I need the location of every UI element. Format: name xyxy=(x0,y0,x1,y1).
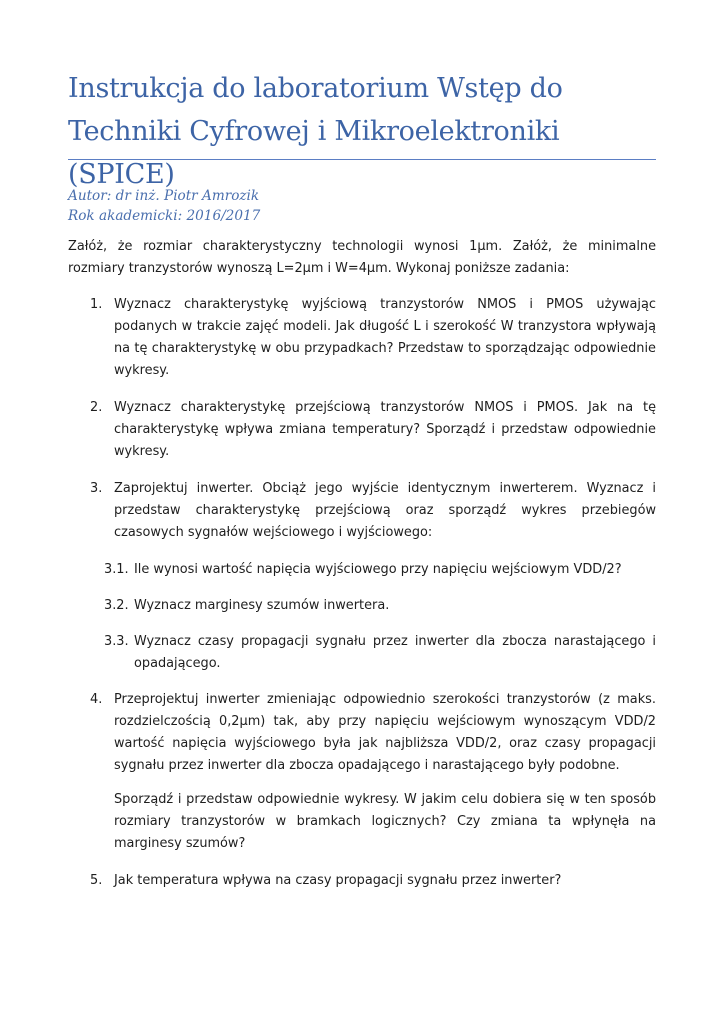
subtask-number: 3.3. xyxy=(104,634,129,649)
intro-paragraph: Załóż, że rozmiar charakterystyczny technologii wynosi 1µm. Załóż, że minimalne rozmiary tranzystorów wynoszą L=2µm i W=4µm. Wykonaj poniższe zadania: xyxy=(68,239,656,276)
task-text-continued: Sporządź i przedstaw odpowiednie wykresy. W jakim celu dobiera się w ten sposób rozmiary tranzystorów w bramkach logicznych? Czy zmiana ta wpłynęła na marginesy szumów? xyxy=(114,792,656,851)
subtask-item-3-2 xyxy=(68,595,656,617)
title-divider xyxy=(68,159,656,160)
task-text: Wyznacz charakterystykę wyjściową tranzystorów NMOS i PMOS używając podanych w trakcie zajęć modeli. Jak długość L i szerokość W tranzystora wpływają na tę charakterystykę w obu przypadkach? Przedstaw to sporządzając odpowiednie wykresy. xyxy=(114,297,656,378)
task-text: Przeprojektuj inwerter zmieniając odpowiednio szerokości tranzystorów (z maks. rozdzielczością 0,2µm) tak, aby przy napięciu wejściowym wynoszącym VDD/2 wartość napięcia wyjściowego była jak najbliższa VDD/2, oraz czasy propagacji sygnału przez inwerter dla zbocza opadającego i narastającego były podobne. xyxy=(114,692,656,773)
task-item-3 xyxy=(68,478,656,544)
task-number: 1. xyxy=(90,297,103,312)
task-text: Zaprojektuj inwerter. Obciąż jego wyjście identycznym inwerterem. Wyznacz i przedstaw charakterystykę przejściową oraz sporządź wykres przebiegów czasowych sygnałów wejściowego i wyjściowego: xyxy=(114,481,656,540)
subtask-text: Wyznacz czasy propagacji sygnału przez inwerter dla zbocza narastającego i opadającego. xyxy=(134,634,656,671)
task-number: 5. xyxy=(90,873,103,888)
task-item-2 xyxy=(68,397,656,463)
task-text: Wyznacz charakterystykę przejściową tranzystorów NMOS i PMOS. Jak na tę charakterystykę wpływa zmiana temperatury? Sporządź i przedstaw odpowiednie wykresy. xyxy=(114,400,656,459)
subtask-item-3-3 xyxy=(68,631,656,675)
task-number: 2. xyxy=(90,400,103,415)
subtask-number: 3.2. xyxy=(104,598,129,613)
academic-year-line: Rok akademicki: 2016/2017 xyxy=(68,208,261,224)
document-body xyxy=(68,236,656,907)
author-line: Autor: dr inż. Piotr Amrozik xyxy=(68,188,260,204)
task-text: Jak temperatura wpływa na czasy propagacji sygnału przez inwerter? xyxy=(114,873,562,888)
subtask-text: Ile wynosi wartość napięcia wyjściowego przy napięciu wejściowym VDD/2? xyxy=(134,562,622,577)
task-number: 4. xyxy=(90,692,103,707)
task-item-5 xyxy=(68,870,656,892)
task-number: 3. xyxy=(90,481,103,496)
document-title: Instrukcja do laboratorium Wstęp do Techniki Cyfrowej i Mikroelektroniki (SPICE) xyxy=(68,73,563,190)
subtask-number: 3.1. xyxy=(104,562,129,577)
task-item-4 xyxy=(68,689,656,855)
subtask-text: Wyznacz marginesy szumów inwertera. xyxy=(134,598,390,613)
task-item-1 xyxy=(68,294,656,382)
document-meta xyxy=(68,186,260,226)
subtask-item-3-1 xyxy=(68,559,656,581)
